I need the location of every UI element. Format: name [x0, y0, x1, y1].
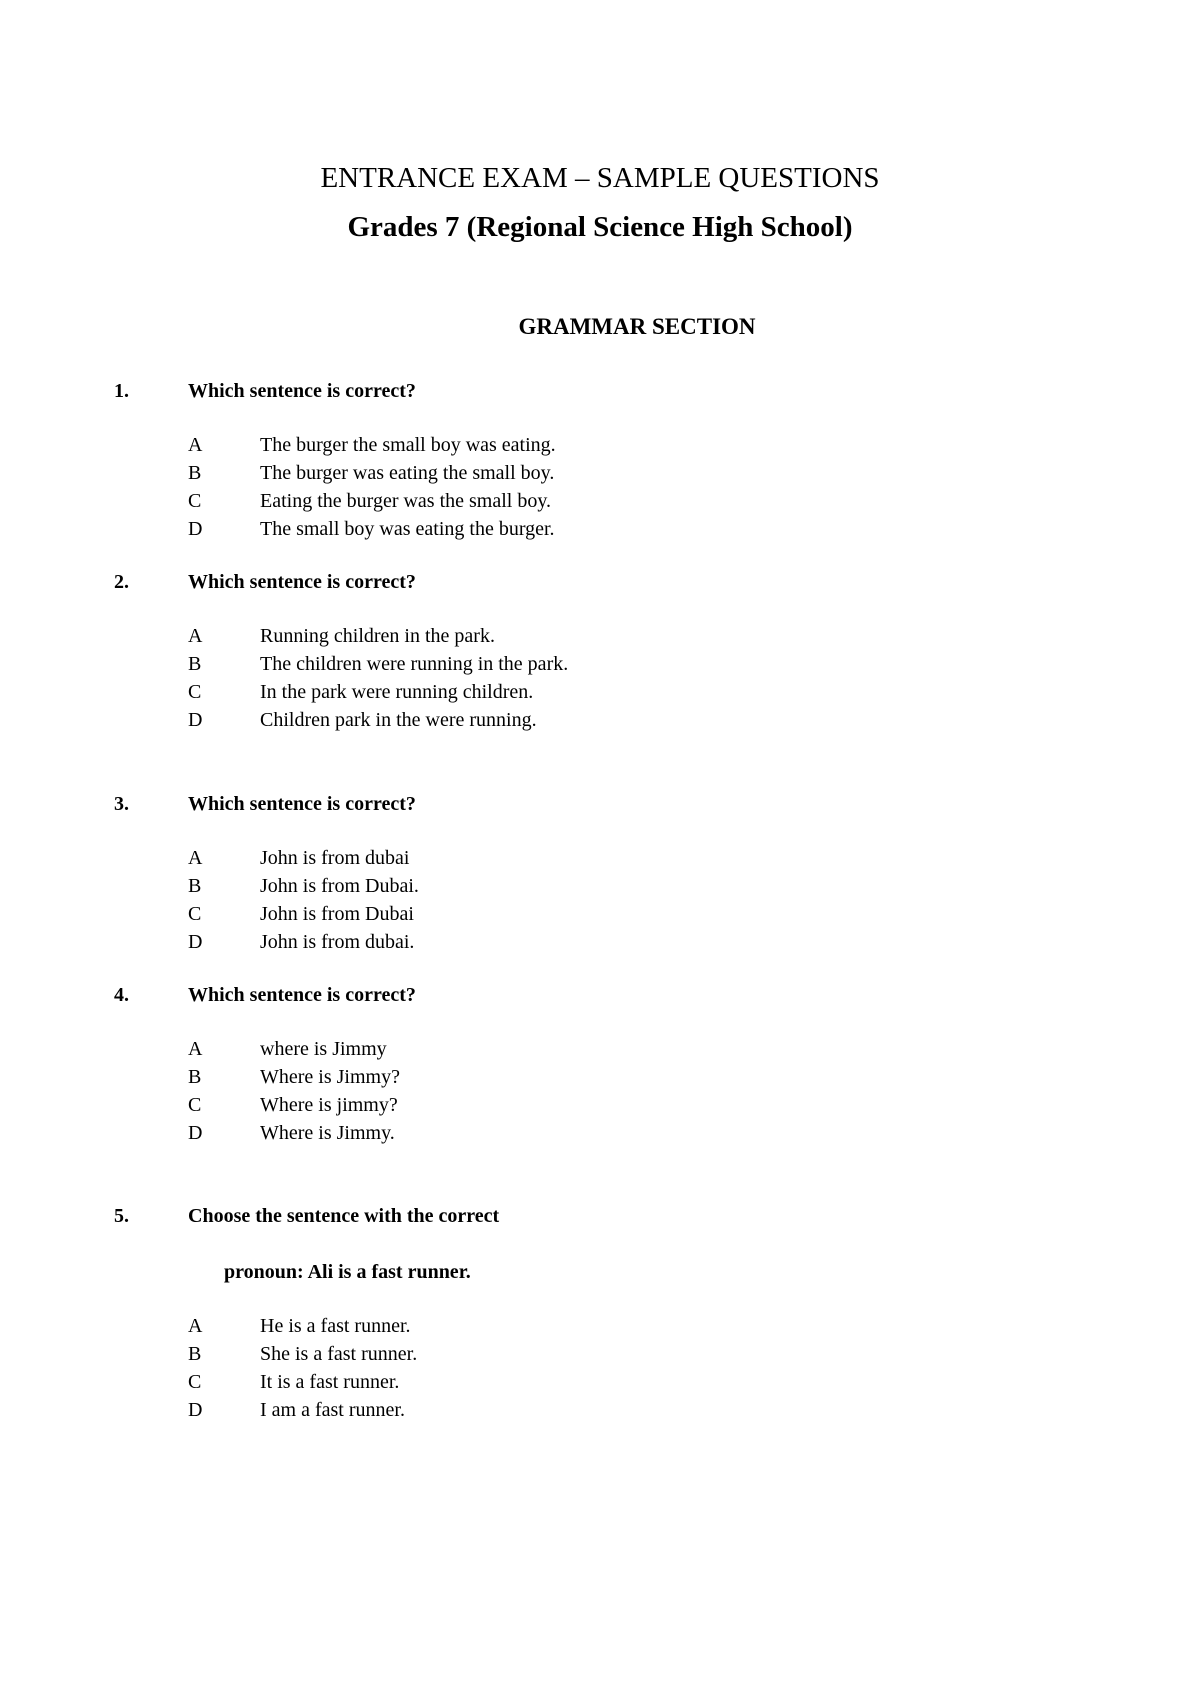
question-text: Which sentence is correct?: [188, 793, 416, 815]
option-a: [114, 622, 1114, 650]
option-letter: A: [188, 1315, 203, 1337]
option-text: The burger was eating the small boy.: [260, 462, 555, 484]
option-text: Where is jimmy?: [260, 1094, 398, 1116]
option-text: Where is Jimmy.: [260, 1122, 395, 1144]
option-text: She is a fast runner.: [260, 1343, 418, 1365]
option-text: Where is Jimmy?: [260, 1066, 400, 1088]
option-text: John is from dubai: [260, 847, 410, 869]
question-text: Choose the sentence with the correct: [188, 1205, 500, 1227]
option-text: I am a fast runner.: [260, 1399, 405, 1421]
option-text: Running children in the park.: [260, 625, 495, 647]
option-letter: B: [188, 653, 202, 675]
question-header: [114, 377, 1114, 405]
option-d: [114, 1119, 1114, 1147]
question-number: 4.: [114, 984, 129, 1006]
exam-title: ENTRANCE EXAM – SAMPLE QUESTIONS: [320, 162, 880, 194]
exam-subtitle: Grades 7 (Regional Science High School): [347, 211, 853, 243]
option-a: [114, 431, 1114, 459]
question-1: [114, 377, 1114, 543]
option-letter: C: [188, 1371, 202, 1393]
option-text: The burger the small boy was eating.: [260, 434, 556, 456]
option-d: [114, 1396, 1114, 1424]
option-c: [114, 900, 1114, 928]
option-letter: D: [188, 1399, 203, 1421]
option-letter: B: [188, 1343, 202, 1365]
option-b: [114, 650, 1114, 678]
option-d: [114, 706, 1114, 734]
question-subtext: pronoun: Ali is a fast runner.: [224, 1261, 471, 1283]
option-letter: D: [188, 1122, 203, 1144]
option-letter: A: [188, 625, 203, 647]
question-text: Which sentence is correct?: [188, 571, 416, 593]
option-a: [114, 844, 1114, 872]
question-header: [114, 1202, 1114, 1230]
option-letter: D: [188, 709, 203, 731]
question-5: [114, 1202, 1114, 1424]
option-b: [114, 1063, 1114, 1091]
question-3: [114, 790, 1114, 956]
option-d: [114, 515, 1114, 543]
option-letter: A: [188, 847, 203, 869]
option-text: He is a fast runner.: [260, 1315, 411, 1337]
option-letter: B: [188, 1066, 202, 1088]
option-list: [114, 1312, 1114, 1424]
question-text: Which sentence is correct?: [188, 984, 416, 1006]
question-header: [114, 790, 1114, 818]
option-letter: A: [188, 1038, 203, 1060]
option-c: [114, 678, 1114, 706]
question-number: 1.: [114, 380, 129, 402]
option-letter: D: [188, 518, 203, 540]
option-list: [114, 431, 1114, 543]
option-text: Eating the burger was the small boy.: [260, 490, 552, 512]
option-b: [114, 1340, 1114, 1368]
option-letter: C: [188, 903, 202, 925]
option-a: [114, 1312, 1114, 1340]
option-text: Children park in the were running.: [260, 709, 537, 731]
question-text: Which sentence is correct?: [188, 380, 416, 402]
question-number: 2.: [114, 571, 129, 593]
option-letter: B: [188, 462, 202, 484]
option-letter: C: [188, 490, 202, 512]
option-c: [114, 1091, 1114, 1119]
option-letter: A: [188, 434, 203, 456]
option-text: The small boy was eating the burger.: [260, 518, 555, 540]
option-text: In the park were running children.: [260, 681, 534, 703]
option-b: [114, 459, 1114, 487]
option-c: [114, 1368, 1114, 1396]
option-text: John is from dubai.: [260, 931, 415, 953]
question-header: [114, 568, 1114, 596]
option-text: The children were running in the park.: [260, 653, 569, 675]
option-c: [114, 487, 1114, 515]
option-list: [114, 1035, 1114, 1147]
option-text: It is a fast runner.: [260, 1371, 400, 1393]
question-number: 5.: [114, 1205, 129, 1227]
option-letter: B: [188, 875, 202, 897]
option-d: [114, 928, 1114, 956]
option-text: John is from Dubai: [260, 903, 414, 925]
option-list: [114, 622, 1114, 734]
question-2: [114, 568, 1114, 734]
option-a: [114, 1035, 1114, 1063]
option-letter: C: [188, 681, 202, 703]
option-text: where is Jimmy: [260, 1038, 387, 1060]
option-letter: D: [188, 931, 203, 953]
question-4: [114, 981, 1114, 1147]
question-number: 3.: [114, 793, 129, 815]
option-letter: C: [188, 1094, 202, 1116]
question-header: [114, 981, 1114, 1009]
option-b: [114, 872, 1114, 900]
option-list: [114, 844, 1114, 956]
option-text: John is from Dubai.: [260, 875, 419, 897]
section-heading: GRAMMAR SECTION: [518, 314, 756, 339]
